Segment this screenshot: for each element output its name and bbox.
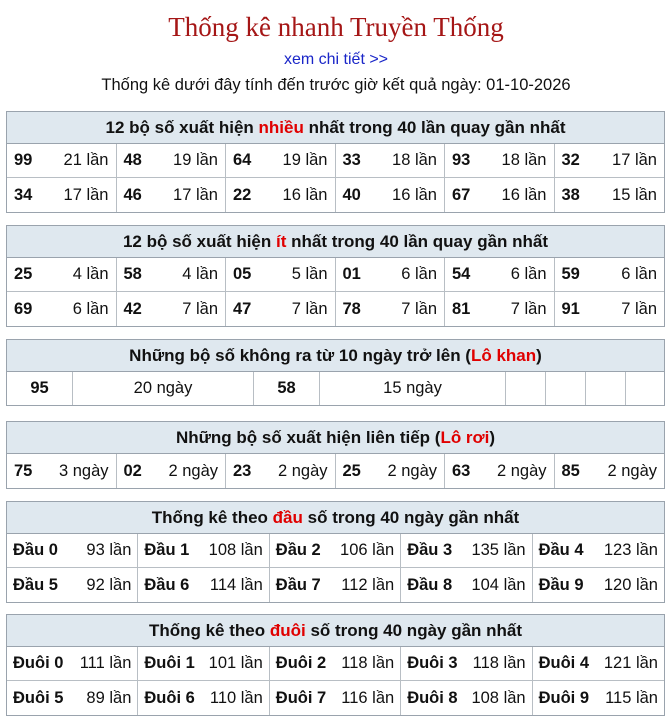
most-frequent-cell-key: 22 bbox=[233, 185, 252, 204]
lo-roi-grid bbox=[7, 454, 664, 488]
duoi-cell-key: Đuôi 1 bbox=[144, 654, 195, 672]
lo-roi-cell-key: 02 bbox=[123, 461, 142, 480]
khan-days bbox=[73, 372, 254, 405]
most-frequent-cell-key: 67 bbox=[452, 185, 471, 204]
dau-cell-value: 106 lần bbox=[340, 541, 395, 559]
duoi-cell bbox=[138, 681, 269, 715]
dau-cell-key: Đầu 8 bbox=[407, 575, 453, 594]
least-frequent-cell-key: 47 bbox=[233, 299, 252, 318]
most-frequent-cell-value: 16 lần bbox=[501, 185, 547, 204]
least-frequent-cell-key: 54 bbox=[452, 265, 471, 283]
page-subtitle: Thống kê dưới đây tính đến trước giờ kết quả ngày: 01-10-2026 bbox=[101, 76, 571, 94]
duoi-cell bbox=[138, 647, 269, 681]
least-frequent-cell-value: 6 lần bbox=[621, 265, 657, 283]
least-frequent-cell-key: 69 bbox=[14, 299, 33, 318]
duoi-cell-value: 111 lần bbox=[79, 654, 132, 672]
most-frequent-cell bbox=[555, 178, 665, 212]
khan-number bbox=[254, 372, 320, 405]
most-frequent-cell-key: 33 bbox=[342, 151, 361, 169]
lo-roi-cell-value: 2 ngày bbox=[496, 461, 547, 480]
most-frequent-cell bbox=[336, 178, 446, 212]
header-highlight: Lô rơi bbox=[440, 428, 490, 447]
most-frequent-cell bbox=[117, 144, 227, 178]
lo-roi-cell-key: 25 bbox=[342, 461, 361, 480]
dau-cell bbox=[533, 568, 664, 602]
most-frequent-cell-value: 16 lần bbox=[282, 185, 328, 204]
least-frequent-cell-value: 4 lần bbox=[182, 265, 218, 283]
dau-cell-value: 108 lần bbox=[208, 541, 263, 559]
duoi-cell bbox=[533, 647, 664, 681]
dau-cell-value: 112 lần bbox=[341, 575, 395, 594]
dau-section bbox=[6, 501, 665, 603]
dau-cell bbox=[533, 534, 664, 568]
header-highlight: đầu bbox=[272, 508, 303, 527]
dau-cell bbox=[401, 568, 532, 602]
dau-cell-value: 104 lần bbox=[471, 575, 526, 594]
least-frequent-header bbox=[7, 226, 664, 258]
lo-roi-cell bbox=[226, 454, 336, 488]
lo-khan-section bbox=[6, 339, 665, 406]
duoi-cell-value: 116 lần bbox=[341, 688, 395, 707]
duoi-cell-key: Đuôi 0 bbox=[13, 654, 64, 672]
khan-number bbox=[7, 372, 73, 405]
most-frequent-cell-key: 34 bbox=[14, 185, 33, 204]
most-frequent-cell-value: 19 lần bbox=[282, 151, 328, 169]
least-frequent-cell bbox=[117, 258, 227, 292]
least-frequent-cell-value: 7 lần bbox=[621, 299, 657, 318]
header-text: 12 bộ số xuất hiện bbox=[105, 118, 259, 137]
least-frequent-cell-value: 7 lần bbox=[401, 299, 437, 318]
dau-grid bbox=[7, 534, 664, 602]
least-frequent-cell-key: 58 bbox=[123, 265, 142, 283]
dau-cell-key: Đầu 7 bbox=[275, 575, 321, 594]
least-frequent-cell-key: 81 bbox=[452, 299, 471, 318]
lo-roi-cell bbox=[555, 454, 665, 488]
lo-roi-cell-value: 3 ngày bbox=[58, 461, 109, 480]
duoi-cell-value: 89 lần bbox=[86, 688, 132, 707]
dau-cell-key: Đầu 9 bbox=[538, 575, 584, 594]
duoi-cell bbox=[7, 647, 138, 681]
least-frequent-cell-key: 91 bbox=[561, 299, 580, 318]
least-frequent-cell-value: 6 lần bbox=[510, 265, 547, 283]
most-frequent-cell bbox=[336, 144, 446, 178]
least-frequent-cell bbox=[7, 258, 117, 292]
duoi-cell-key: Đuôi 8 bbox=[407, 688, 458, 707]
lo-roi-cell-key: 75 bbox=[14, 461, 33, 480]
duoi-cell-value: 115 lần bbox=[605, 688, 658, 707]
duoi-cell-value: 118 lần bbox=[472, 654, 526, 672]
least-frequent-cell bbox=[445, 258, 555, 292]
khan-number-value: 58 bbox=[277, 379, 296, 397]
least-frequent-cell bbox=[7, 292, 117, 326]
duoi-header bbox=[7, 615, 664, 647]
duoi-cell bbox=[270, 681, 401, 715]
duoi-cell-key: Đuôi 7 bbox=[275, 688, 327, 707]
lo-roi-cell bbox=[336, 454, 446, 488]
duoi-section bbox=[6, 614, 665, 716]
header-text: số trong 40 ngày gần nhất bbox=[305, 621, 523, 640]
lo-roi-cell bbox=[445, 454, 555, 488]
lo-roi-cell-value: 2 ngày bbox=[277, 461, 328, 480]
dau-cell-key: Đầu 1 bbox=[144, 541, 190, 559]
lo-khan-row bbox=[7, 372, 664, 405]
khan-empty-cell bbox=[626, 372, 664, 405]
header-highlight: nhiều bbox=[258, 118, 304, 137]
lo-roi-header bbox=[7, 422, 664, 454]
dau-cell bbox=[7, 568, 138, 602]
lo-roi-cell-value: 2 ngày bbox=[387, 461, 437, 480]
most-frequent-section bbox=[6, 111, 665, 213]
page-title: Thống kê nhanh Truyền Thống bbox=[168, 12, 504, 42]
least-frequent-cell-value: 5 lần bbox=[291, 265, 328, 283]
least-frequent-cell-value: 4 lần bbox=[72, 265, 109, 283]
least-frequent-cell bbox=[555, 292, 665, 326]
dau-cell-key: Đầu 2 bbox=[275, 541, 321, 559]
least-frequent-cell-key: 25 bbox=[14, 265, 33, 283]
khan-empty-cell bbox=[506, 372, 546, 405]
header-text: Những bộ số xuất hiện liên tiếp ( bbox=[175, 428, 441, 447]
dau-cell bbox=[401, 534, 532, 568]
least-frequent-cell bbox=[226, 258, 336, 292]
dau-cell-value: 135 lần bbox=[471, 541, 526, 559]
most-frequent-cell-value: 17 lần bbox=[173, 185, 218, 204]
duoi-cell-key: Đuôi 6 bbox=[144, 688, 195, 707]
most-frequent-cell-key: 48 bbox=[123, 151, 142, 169]
dau-cell bbox=[7, 534, 138, 568]
least-frequent-cell-key: 78 bbox=[342, 299, 361, 318]
most-frequent-cell bbox=[445, 144, 555, 178]
dau-cell-value: 92 lần bbox=[86, 575, 132, 594]
least-frequent-cell bbox=[445, 292, 555, 326]
khan-days-value: 15 ngày bbox=[383, 379, 442, 397]
least-frequent-cell-key: 05 bbox=[233, 265, 252, 283]
header-highlight: ít bbox=[276, 232, 287, 251]
dau-cell-key: Đầu 5 bbox=[13, 575, 58, 594]
duoi-cell bbox=[270, 647, 401, 681]
header-text: ) bbox=[489, 428, 496, 447]
most-frequent-cell-key: 46 bbox=[123, 185, 142, 204]
khan-days bbox=[320, 372, 506, 405]
duoi-cell-key: Đuôi 3 bbox=[407, 654, 458, 672]
most-frequent-cell bbox=[7, 178, 117, 212]
most-frequent-cell-key: 40 bbox=[342, 185, 361, 204]
lo-roi-cell-value: 2 ngày bbox=[168, 461, 218, 480]
most-frequent-cell-key: 64 bbox=[233, 151, 252, 169]
most-frequent-cell bbox=[445, 178, 555, 212]
dau-cell-value: 93 lần bbox=[86, 541, 132, 559]
khan-number-value: 95 bbox=[30, 379, 49, 397]
dau-cell bbox=[270, 568, 401, 602]
least-frequent-cell bbox=[117, 292, 227, 326]
header-highlight: Lô khan bbox=[470, 346, 537, 365]
most-frequent-header bbox=[7, 112, 664, 144]
most-frequent-cell-value: 19 lần bbox=[173, 151, 218, 169]
lo-roi-cell-value: 2 ngày bbox=[607, 461, 657, 480]
least-frequent-cell-value: 7 lần bbox=[510, 299, 547, 318]
most-frequent-cell-value: 17 lần bbox=[612, 151, 657, 169]
dau-cell bbox=[138, 568, 269, 602]
header-text: nhất trong 40 lần quay gần nhất bbox=[303, 118, 566, 137]
least-frequent-cell bbox=[555, 258, 665, 292]
header-text: Thống kê theo bbox=[148, 621, 270, 640]
duoi-cell bbox=[401, 681, 532, 715]
header-text: số trong 40 ngày gần nhất bbox=[302, 508, 520, 527]
lo-khan-header bbox=[7, 340, 664, 372]
least-frequent-section bbox=[6, 225, 665, 327]
duoi-cell bbox=[7, 681, 138, 715]
least-frequent-cell bbox=[226, 292, 336, 326]
header-text: 12 bộ số xuất hiện bbox=[122, 232, 276, 251]
header-text: Thống kê theo bbox=[151, 508, 273, 527]
header-text: Những bộ số không ra từ 10 ngày trở lên ( bbox=[129, 346, 471, 365]
least-frequent-cell-key: 59 bbox=[561, 265, 580, 283]
header-highlight: đuôi bbox=[269, 621, 306, 640]
dau-header bbox=[7, 502, 664, 534]
duoi-cell-value: 121 lần bbox=[603, 654, 658, 672]
dau-cell-value: 123 lần bbox=[603, 541, 658, 559]
most-frequent-cell bbox=[226, 144, 336, 178]
header-text: ) bbox=[536, 346, 542, 365]
least-frequent-cell bbox=[336, 258, 446, 292]
duoi-cell-key: Đuôi 4 bbox=[538, 654, 590, 672]
dau-cell-key: Đầu 3 bbox=[407, 541, 453, 559]
most-frequent-cell-key: 93 bbox=[452, 151, 471, 169]
most-frequent-grid bbox=[7, 144, 664, 212]
most-frequent-cell bbox=[117, 178, 227, 212]
most-frequent-cell-value: 16 lần bbox=[392, 185, 437, 204]
dau-cell bbox=[270, 534, 401, 568]
duoi-grid bbox=[7, 647, 664, 715]
header-text: nhất trong 40 lần quay gần nhất bbox=[286, 232, 549, 251]
most-frequent-cell-key: 32 bbox=[561, 151, 580, 169]
duoi-cell-value: 108 lần bbox=[471, 688, 526, 707]
lo-roi-cell bbox=[117, 454, 227, 488]
least-frequent-cell-value: 7 lần bbox=[291, 299, 328, 318]
least-frequent-cell-key: 42 bbox=[123, 299, 142, 318]
most-frequent-cell-key: 38 bbox=[561, 185, 580, 204]
most-frequent-cell-value: 17 lần bbox=[63, 185, 109, 204]
dau-cell-value: 114 lần bbox=[209, 575, 263, 594]
dau-cell-key: Đầu 6 bbox=[144, 575, 190, 594]
most-frequent-cell-value: 18 lần bbox=[501, 151, 547, 169]
duoi-cell bbox=[533, 681, 664, 715]
least-frequent-cell-value: 6 lần bbox=[72, 299, 109, 318]
duoi-cell-key: Đuôi 9 bbox=[538, 688, 590, 707]
most-frequent-cell-value: 21 lần bbox=[63, 151, 109, 169]
dau-cell-key: Đầu 4 bbox=[538, 541, 584, 559]
duoi-cell bbox=[401, 647, 532, 681]
least-frequent-cell-value: 6 lần bbox=[401, 265, 437, 283]
duoi-cell-value: 101 lần bbox=[208, 654, 263, 672]
least-frequent-grid bbox=[7, 258, 664, 326]
khan-empty-cell bbox=[546, 372, 586, 405]
most-frequent-cell-key: 99 bbox=[14, 151, 33, 169]
least-frequent-cell-key: 01 bbox=[342, 265, 361, 283]
most-frequent-cell-value: 18 lần bbox=[392, 151, 437, 169]
khan-empty-cell bbox=[586, 372, 626, 405]
lo-roi-section bbox=[6, 421, 665, 489]
duoi-cell-value: 118 lần bbox=[341, 654, 395, 672]
lo-roi-cell-key: 63 bbox=[452, 461, 471, 480]
dau-cell-value: 120 lần bbox=[603, 575, 658, 594]
least-frequent-cell bbox=[336, 292, 446, 326]
duoi-cell-value: 110 lần bbox=[209, 688, 263, 707]
detail-link[interactable]: xem chi tiết >> bbox=[283, 51, 389, 68]
lo-roi-cell bbox=[7, 454, 117, 488]
least-frequent-cell-value: 7 lần bbox=[182, 299, 218, 318]
most-frequent-cell bbox=[555, 144, 665, 178]
duoi-cell-key: Đuôi 5 bbox=[13, 688, 64, 707]
lo-roi-cell-key: 85 bbox=[561, 461, 580, 480]
dau-cell bbox=[138, 534, 269, 568]
lo-roi-cell-key: 23 bbox=[233, 461, 252, 480]
dau-cell-key: Đầu 0 bbox=[13, 541, 58, 559]
most-frequent-cell bbox=[7, 144, 117, 178]
khan-days-value: 20 ngày bbox=[133, 379, 193, 397]
duoi-cell-key: Đuôi 2 bbox=[275, 654, 327, 672]
most-frequent-cell-value: 15 lần bbox=[612, 185, 657, 204]
most-frequent-cell bbox=[226, 178, 336, 212]
